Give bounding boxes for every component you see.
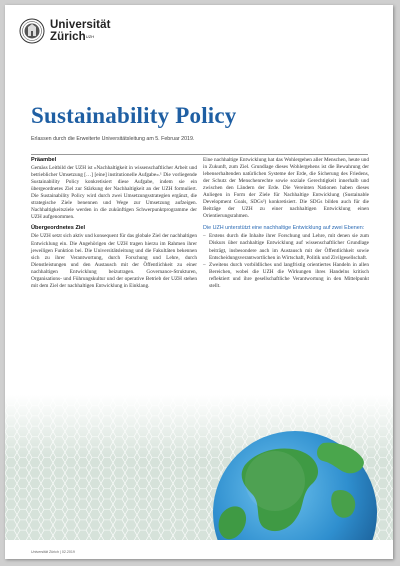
page-subtitle: Erlassen durch die Erweiterte Universitätsleitung am 5. Februar 2019. (31, 136, 195, 142)
section-heading-praeambel: Präambel (31, 157, 57, 163)
column-left (31, 157, 197, 294)
levels-list (203, 233, 369, 289)
divider (31, 154, 368, 155)
university-seal-icon (19, 18, 45, 44)
page-title: Sustainability Policy (31, 103, 237, 128)
list-item: – Zweitens durch vorbildliches und langfristig orientiertes Handeln in allen Bereichen, wobei die UZH die Wirkungen ihres Handelns kritisch reflektiert und ihre gesellschaftliche Verantwortung in den Mittelpunkt stellt. (203, 262, 369, 290)
logo-line-1: Universität (50, 19, 111, 31)
column-right (203, 157, 369, 290)
page-footer: Universität Zürich | 02.2019 (31, 550, 75, 554)
levels-heading: Die UZH unterstützt eine nachhaltige Entwicklung auf zwei Ebenen: (203, 225, 365, 232)
praeambel-paragraph: Gemäss Leitbild der UZH ist «Nachhaltigkeit in wissenschaftlicher Arbeit und betrieblicher Umsetzung […] [eine] institutionelle Aufgabe».¹ Die vorliegende Sustainability Policy konkretisiert diese Aufgabe, indem sie ein übergeordnetes Ziel zur Stärkung der Nachhaltigkeit an der UZH formuliert. Die Sustainability Policy wird durch zwei Umsetzungsstrategien ergänzt, die strategische Ziele benennen und Wege zur Umsetzung aufzeigen. Nachhaltigkeitsziele werden in die zukünftigen Schwerpunktprogramme der UZH aufgenommen. (31, 165, 197, 221)
logo-superscript: UZH (85, 34, 95, 39)
section-heading-ziel: Übergeordnetes Ziel (31, 225, 86, 232)
globe-illustration (5, 395, 393, 540)
sdg-paragraph: Eine nachhaltige Entwicklung hat das Wohlergehen aller Menschen, heute und in Zukunft, zum Ziel. Grundlage dieses Wohlergehens ist die Bewahrung der lebenserhaltenden natürlichen Systeme der Erde, die Sicherung des Friedens, der Schutz der Menschenrechte sowie soziale Gerechtigkeit innerhalb und zwischen den Ländern der Erde. Die Vereinten Nationen haben dieses Anliegen in Form der Ziele für Nachhaltige Entwicklung (Sustainable Development Goals, SDGs²) konkretisiert. Die SDGs bilden auch für die Beiträge der UZH zu einer nachhaltigen Entwicklung einen Orientierungsrahmen. (203, 157, 369, 220)
document-page (5, 5, 393, 559)
logo-line-2: Zürich (50, 31, 86, 43)
uzh-logo[interactable] (19, 18, 111, 44)
ziel-paragraph: Die UZH setzt sich aktiv und konsequent für das globale Ziel der nachhaltigen Entwicklung ein. Die Angehörigen der UZH tragen hierzu im Rahmen ihrer jeweiligen Funktion bei. Die Universitätsleitung und die Fakultäten bekennen sich zu ihrer Verantwortung, durch Forschung und Lehre, durch Dienstleistungen und den Austausch mit der Öffentlichkeit zu einer nachhaltigen Entwicklung beizutragen. Governance-Strukturen, Organisations- und Führungskultur und der operative Betrieb der UZH stehen mit dem Ziel der nachhaltigen Entwicklung in Einklang. (31, 233, 197, 289)
list-item: – Erstens durch die Inhalte ihrer Forschung und Lehre, mit denen sie zum Diskurs über nachhaltige Entwicklung auf wissenschaftlicher Grundlage beiträgt, insbesondere auch im Austausch mit der Öffentlichkeit sowie Entscheidungsverantwortlichen in Wirtschaft, Politik und Zivilgesellschaft. (203, 233, 369, 261)
